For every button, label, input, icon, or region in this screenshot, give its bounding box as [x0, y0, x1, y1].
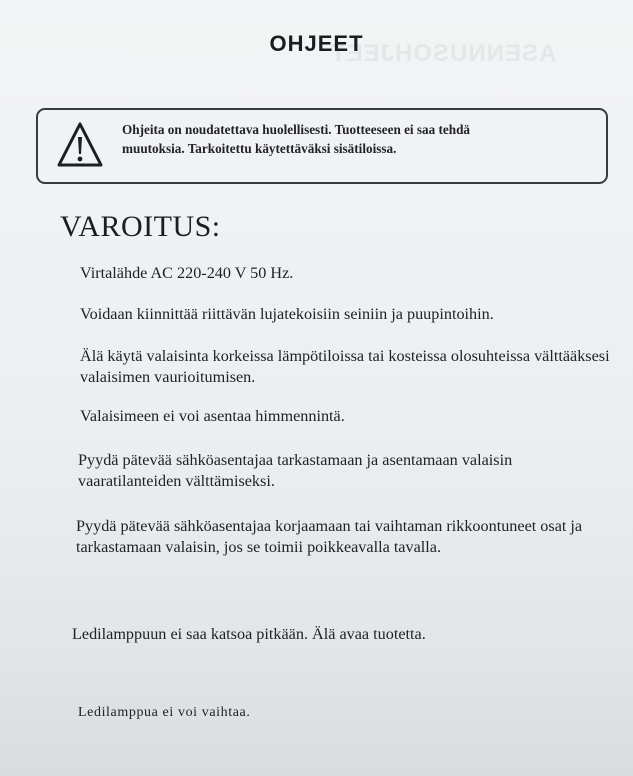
- paragraph-mounting: Voidaan kiinnittää riittävän lujatekoisiin seiniin ja puupintoihin.: [80, 305, 494, 323]
- paragraph-temperature: Älä käytä valaisinta korkeissa lämpötiloissa tai kosteissa olosuhteissa välttääksesi valaisimen vaurioitumisen.: [80, 347, 610, 386]
- paragraph-dimmer: Valaisimeen ei voi asentaa himmennintä.: [80, 407, 345, 425]
- notice-text: [122, 120, 592, 158]
- page-title: OHJEET: [269, 31, 364, 56]
- warning-triangle-icon: [56, 120, 104, 170]
- paragraph-led-eyes: Ledilamppuun ei saa katsoa pitkään. Älä avaa tuotetta.: [72, 625, 426, 643]
- notice-box: [36, 108, 608, 184]
- warning-heading: VAROITUS:: [60, 210, 221, 243]
- paragraph-installation: Pyydä pätevää sähköasentajaa tarkastamaan ja asentamaan valaisin vaaratilanteiden välttämiseksi.: [78, 451, 513, 490]
- paragraph-led-replace: Ledilamppua ei voi vaihtaa.: [78, 705, 251, 720]
- paragraph-repair: Pyydä pätevää sähköasentajaa korjaamaan tai vaihtaman rikkoontuneet osat ja tarkastamaan valaisin, jos se toimii poikkeavalla tavalla.: [76, 517, 583, 556]
- paragraph-power-supply: Virtalähde AC 220-240 V 50 Hz.: [80, 264, 294, 282]
- notice-line-1: Ohjeita on noudatettava huolellisesti. Tuotteeseen ei saa tehdä: [122, 122, 471, 137]
- notice-line-2: muutoksia. Tarkoitettu käytettäväksi sisätiloissa.: [122, 141, 397, 156]
- show-through-text: ASENNUSOHJEET: [330, 40, 557, 67]
